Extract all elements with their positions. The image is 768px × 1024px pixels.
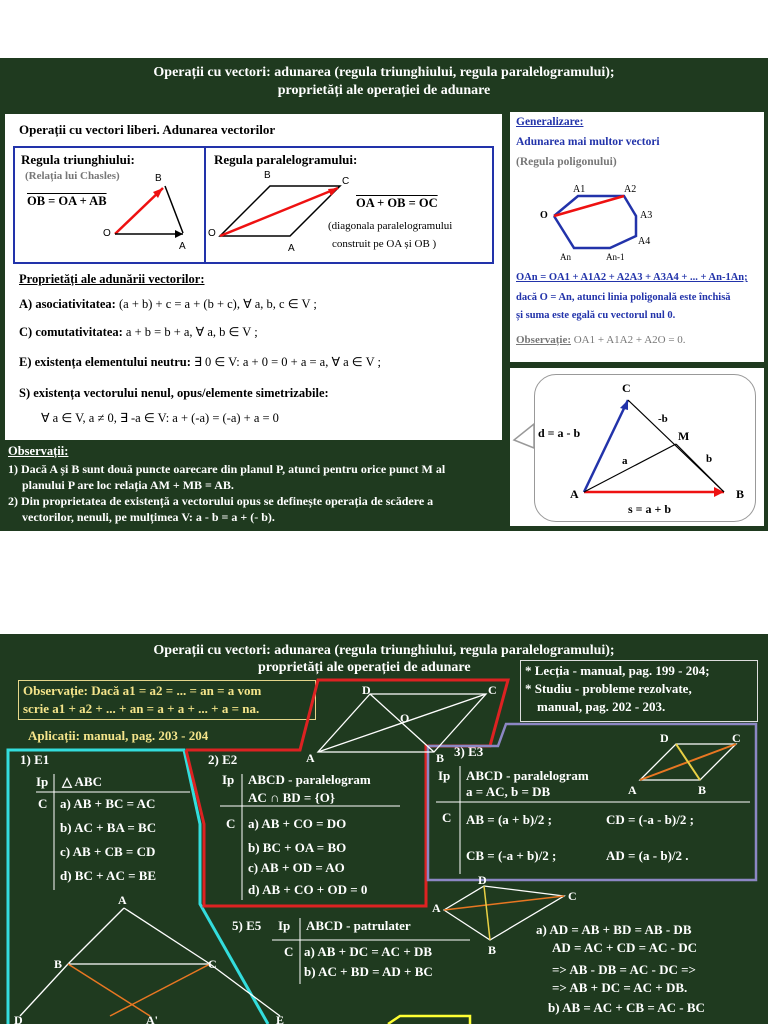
prop-commutative: C) comutativitatea: a + b = b + a, ∀ a, b ∈ V ;	[19, 325, 258, 339]
prop-symmetric-title: S) existența vectorului nenul, opus/elemente simetrizabile:	[19, 386, 329, 400]
label-A: A	[179, 241, 186, 252]
e2-item-a: a) AB + CO = DO	[248, 816, 347, 831]
slide1-title-line2: proprietăți ale operației de adunare	[277, 83, 491, 98]
svg-text:A: A	[288, 243, 295, 254]
label-O: O	[103, 228, 111, 239]
chasles-subtitle: (Relația lui Chasles)	[25, 170, 120, 182]
e1-ip: Ip	[36, 774, 49, 789]
e2-hyp1: ABCD - paralelogram	[248, 772, 371, 787]
svg-text:A3: A3	[640, 210, 653, 221]
svg-text:D: D	[478, 873, 487, 887]
difference-label: d = a - b	[538, 426, 581, 440]
svg-text:a: a	[622, 455, 628, 467]
svg-text:O: O	[540, 210, 548, 221]
e1-item-a: a) AB + BC = AC	[60, 796, 156, 811]
e2-hyp2: AC ∩ BD = {O}	[248, 790, 335, 805]
e5-ip: Ip	[278, 918, 291, 933]
e3-item-ad: AD = (a - b)/2 .	[606, 848, 689, 863]
svg-text:B: B	[488, 943, 497, 957]
polygon-note1: dacă O = An, atunci linia poligonală este închisă	[516, 292, 731, 303]
parallelogram-note2: construit pe OA și OB )	[332, 238, 437, 250]
e1-title: 1) E1	[20, 752, 50, 767]
vector-addition-panel	[5, 114, 502, 440]
e5-hyp: ABCD - patrulater	[306, 918, 411, 933]
svg-text:A: A	[306, 751, 315, 765]
slide-1	[0, 58, 768, 531]
svg-text:O: O	[400, 711, 410, 725]
svg-text:B: B	[54, 957, 63, 971]
svg-text:C: C	[342, 176, 350, 187]
properties-title: Proprietăți ale adunării vectorilor:	[19, 272, 205, 286]
obs-line2: planului P are loc relația AM + MB = AB.	[22, 478, 234, 492]
svg-text:An-1: An-1	[606, 252, 625, 262]
svg-text:B: B	[436, 751, 445, 765]
svg-text:A4: A4	[638, 236, 651, 247]
e5-title: 5) E5	[232, 918, 262, 933]
svg-text:A1: A1	[573, 184, 586, 195]
obs2-line1: Observație: Dacă a1 = a2 = ... = an = a vom	[23, 683, 262, 698]
parallelogram-rule-title: Regula paralelogramului:	[214, 152, 358, 167]
svg-text:C: C	[568, 889, 577, 903]
obs2-line2: scrie a1 + a2 + ... + an = a + a + ... + a = na.	[23, 701, 260, 716]
triangle-rule-title: Regula triunghiului:	[21, 152, 135, 167]
slide2-title-line2: proprietăți ale operației de adunare	[258, 660, 471, 675]
gen-title: Generalizare:	[516, 116, 584, 128]
panel-heading: Operații cu vectori liberi. Adunarea vectorilor	[19, 122, 276, 137]
e2-c: C	[226, 816, 236, 831]
triangle-figure	[15, 148, 208, 266]
e3-item-cb: CB = (-a + b)/2 ;	[466, 848, 557, 863]
applications-title: Aplicații: manual, pag. 203 - 204	[28, 728, 209, 743]
proof-line2: AD = AC + CD = AC - DC	[552, 940, 697, 955]
e5-c: C	[284, 944, 294, 959]
parallelogram-note1: (diagonala paralelogramului	[328, 220, 453, 232]
proof-line4: => AB + DC = AC + DB.	[552, 980, 688, 995]
slide-2	[0, 634, 768, 1024]
svg-text:B: B	[736, 487, 745, 501]
lesson-line1: * Lecția - manual, pag. 199 - 204;	[525, 663, 710, 678]
polygon-note2: și suma este egală cu vectorul nul 0.	[516, 310, 676, 321]
e2-title: 2) E2	[208, 752, 238, 767]
e2-item-b: b) BC + OA = BO	[248, 840, 347, 855]
e1-hyp: △ ABC	[62, 774, 102, 789]
e3-c: C	[442, 810, 452, 825]
gen-rule: (Regula poligonului)	[516, 156, 617, 168]
prop-associative: A) asociativitatea: (a + b) + c = a + (b + c), ∀ a, b, c ∈ V ;	[19, 297, 317, 311]
e3-item-ab: AB = (a + b)/2 ;	[466, 812, 552, 827]
obs-line1: 1) Dacă A și B sunt două puncte oarecare din planul P, atunci pentru orice punct M al	[8, 462, 446, 476]
svg-text:D: D	[14, 1013, 23, 1024]
e3-item-cd: CD = (-a - b)/2 ;	[606, 812, 694, 827]
proof-line1: a) AD = AB + BD = AB - DB	[536, 922, 692, 937]
obs-line4: vectorilor, nenuli, pe mulțimea V: a - b = a + (- b).	[22, 510, 275, 524]
e2-ip: Ip	[222, 772, 235, 787]
svg-text:-b: -b	[658, 413, 668, 425]
e1-item-d: d) BC + AC = BE	[60, 868, 157, 883]
label-B: B	[155, 173, 162, 184]
sum-label: s = a + b	[628, 502, 672, 516]
e3-hyp1: ABCD - paralelogram	[466, 768, 589, 783]
e2-item-d: d) AB + CO + OD = 0	[248, 882, 368, 897]
slide2-title-line1: Operații cu vectori: adunarea (regula triunghiului, regula paralelogramului);	[153, 643, 615, 658]
prop-symmetric-text: ∀ a ∈ V, a ≠ 0, ∃ -a ∈ V: a + (-a) = (-a) + a = 0	[41, 411, 279, 425]
svg-text:C: C	[622, 381, 631, 395]
svg-text:b: b	[706, 453, 713, 465]
e5-item-b: b) AC + BD = AD + BC	[304, 964, 433, 979]
lesson-line2: * Studiu - probleme rezolvate,	[525, 681, 692, 696]
parallelogram-figure	[206, 148, 496, 266]
svg-text:A: A	[432, 901, 441, 915]
e2-item-c: c) AB + OD = AO	[248, 860, 345, 875]
gen-sub: Adunarea mai multor vectori	[516, 136, 660, 148]
observations-title: Observații:	[8, 444, 69, 458]
svg-text:An: An	[560, 252, 571, 262]
lesson-line3: manual, pag. 202 - 203.	[537, 699, 666, 714]
svg-text:C: C	[488, 683, 497, 697]
e1-item-c: c) AB + CB = CD	[60, 844, 156, 859]
e5-item-a: a) AB + DC = AC + DB	[304, 944, 433, 959]
polygon-figure	[510, 112, 764, 262]
svg-text:A2: A2	[624, 184, 637, 195]
e1-item-b: b) AC + BA = BC	[60, 820, 157, 835]
proof-line5: b) AB = AC + CB = AC - BC	[548, 1000, 705, 1015]
polygon-formula: OAn = OA1 + A1A2 + A2A3 + A3A4 + ... + An-1An;	[516, 272, 748, 283]
proof-line3: => AB - DB = AC - DC =>	[552, 962, 696, 977]
obs-line3: 2) Din proprietatea de existență a vectorului opus se definește operația de scădere a	[8, 494, 434, 508]
svg-text:D: D	[362, 683, 371, 697]
difference-diagram-panel	[510, 368, 764, 526]
parallelogram-rule-box	[204, 146, 494, 264]
generalization-panel	[510, 112, 764, 362]
svg-text:A: A	[118, 893, 127, 907]
svg-text:C: C	[208, 957, 217, 971]
polygon-observation: Observație: OA1 + A1A2 + A2O = 0.	[516, 334, 686, 346]
triangle-formula: OB = OA + AB	[27, 194, 107, 208]
parallelogram-formula: OA + OB = OC	[356, 196, 438, 210]
e1-c: C	[38, 796, 48, 811]
triangle-rule-box	[13, 146, 206, 264]
svg-text:C: C	[732, 731, 741, 745]
svg-text:A: A	[628, 783, 637, 797]
e3-hyp2: a = AC, b = DB	[466, 784, 551, 799]
svg-text:A: A	[570, 487, 579, 501]
svg-text:E: E	[276, 1013, 285, 1024]
svg-text:M: M	[678, 429, 690, 443]
svg-text:A': A'	[146, 1013, 158, 1024]
e3-title: 3) E3	[454, 744, 484, 759]
prop-neutral: E) existența elementului neutru: ∃ 0 ∈ V: a + 0 = 0 + a = a, ∀ a ∈ V ;	[19, 355, 381, 369]
slide1-title-line1: Operații cu vectori: adunarea (regula triunghiului, regula paralelogramului);	[153, 65, 615, 80]
svg-text:D: D	[660, 731, 669, 745]
e3-ip: Ip	[438, 768, 451, 783]
svg-text:B: B	[264, 170, 271, 181]
svg-text:O: O	[208, 228, 216, 239]
svg-text:B: B	[698, 783, 707, 797]
